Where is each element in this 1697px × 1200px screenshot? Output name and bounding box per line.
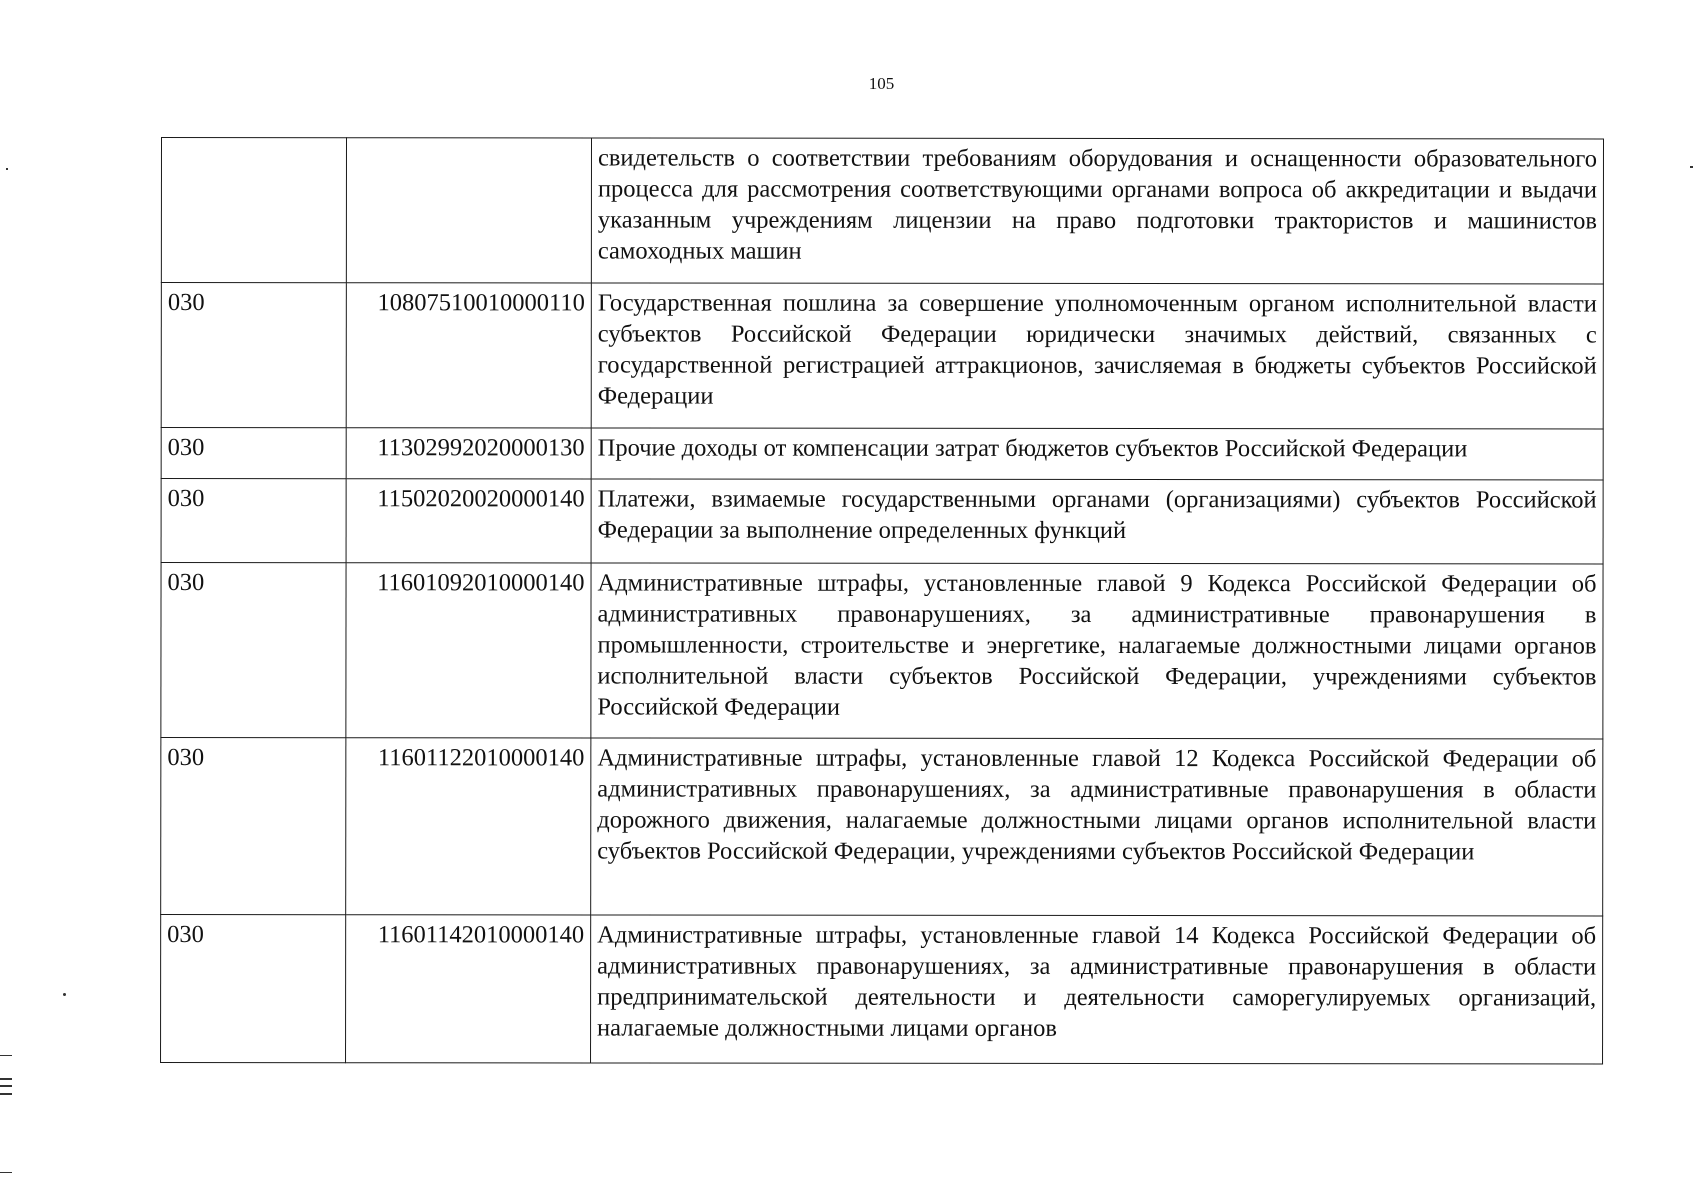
- admin-code-cell: 030: [161, 283, 346, 428]
- budget-codes-table: [160, 137, 1604, 1065]
- budget-code-cell: 11601122010000140: [346, 738, 591, 915]
- scan-artifact: [0, 1085, 12, 1087]
- admin-code-cell: 030: [161, 915, 346, 1063]
- table-row: [161, 738, 1603, 917]
- admin-code-cell: [161, 138, 346, 283]
- admin-code-cell: 030: [161, 738, 346, 915]
- budget-code-cell: 10807510010000110: [346, 283, 591, 428]
- budget-code-cell: 11601142010000140: [346, 915, 591, 1063]
- description-cell: Административные штрафы, установленные главой 9 Кодекса Российской Федерации об административных правонарушениях, за административные правонарушения в промышленности, строительстве и энергетике, налагаемые должностными лицами органов исполнительной власти субъектов Российской Федерации, учреждениями субъектов Российской Федерации: [591, 563, 1603, 739]
- description-cell: Государственная пошлина за совершение уполномоченным органом исполнительной власти субъектов Российской Федерации юридически значимых действий, связанных с государственной регистрацией аттракционов, зачисляемая в бюджеты субъектов Российской Федерации: [591, 283, 1603, 429]
- admin-code-cell: 030: [161, 563, 346, 738]
- table-row: [161, 563, 1603, 740]
- scan-artifact: [1690, 166, 1693, 168]
- admin-code-cell: 030: [161, 428, 346, 479]
- description-cell: Платежи, взимаемые государственными органами (организациями) субъектов Российской Федерации за выполнение определенных функций: [591, 479, 1603, 564]
- budget-code-cell: 11302992020000130: [346, 428, 591, 479]
- table-row: [161, 479, 1603, 565]
- page-number: 105: [868, 74, 895, 93]
- table-row: [161, 283, 1603, 430]
- budget-code-cell: [346, 138, 591, 283]
- table-row: [161, 428, 1603, 481]
- description-cell: Административные штрафы, установленные главой 14 Кодекса Российской Федерации об административных правонарушениях, за административные правонарушения в области предпринимательской деятельности и деятельности саморегулируемых организаций, налагаемые должностными лицами органов: [591, 915, 1603, 1064]
- description-cell: свидетельств о соответствии требованиям оборудования и оснащенности образовательного процесса для рассмотрения соответствующими органами вопроса об аккредитации и выдачи указанным учреждениям лицензии на право подготовки трактористов и машинистов самоходных машин: [591, 138, 1603, 284]
- scan-artifact: [0, 1093, 12, 1095]
- budget-code-cell: 11601092010000140: [346, 563, 591, 738]
- scan-artifact: [63, 993, 66, 996]
- description-cell: Административные штрафы, установленные главой 12 Кодекса Российской Федерации об административных правонарушениях, за административные правонарушения в области дорожного движения, налагаемые должностными лицами органов исполнительной власти субъектов Российской Федерации, учреждениями субъектов Российской Федерации: [591, 738, 1603, 916]
- table-row: [161, 138, 1603, 285]
- description-cell: Прочие доходы от компенсации затрат бюджетов субъектов Российской Федерации: [591, 428, 1603, 480]
- scan-artifact: [0, 1172, 12, 1173]
- admin-code-cell: 030: [161, 479, 346, 563]
- scan-artifact: [0, 1078, 12, 1080]
- scan-artifact: [0, 1055, 12, 1056]
- scan-artifact: [6, 168, 8, 170]
- budget-code-cell: 11502020020000140: [346, 479, 591, 563]
- table-row: [161, 915, 1603, 1065]
